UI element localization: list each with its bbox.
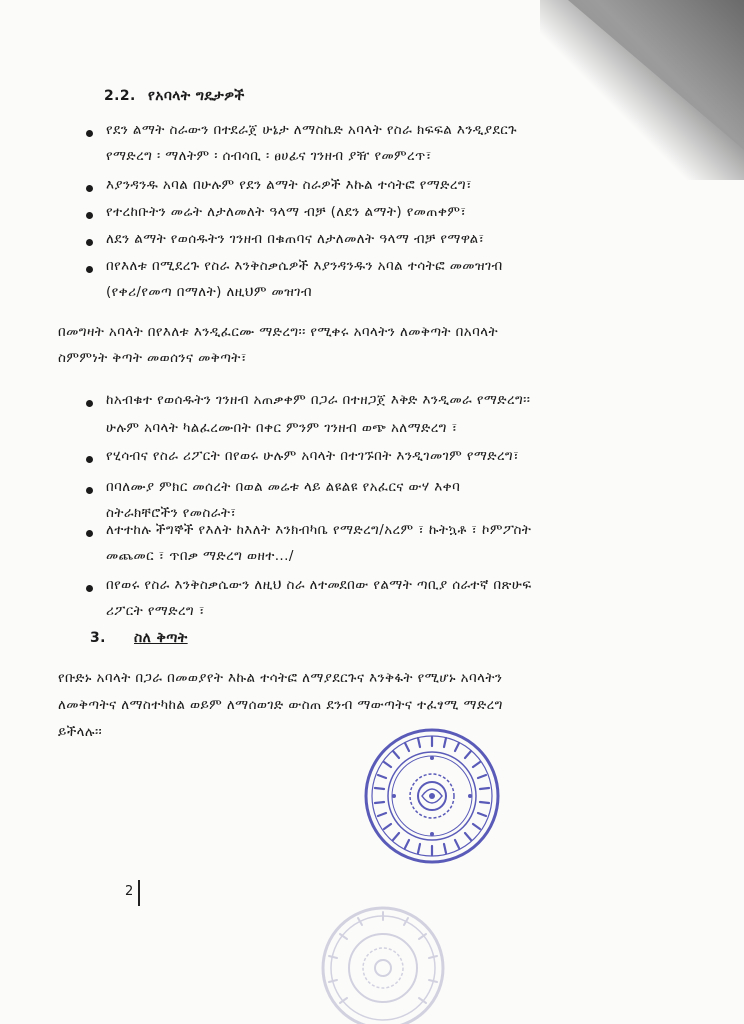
list-item-line: እያንዳንዱ አባል በሁሉም የደን ልማት ስራዎች እኩል ተሳትፎ የማድረግ፣ (106, 177, 472, 193)
bullet-marker (86, 585, 93, 592)
list-item-line: የሂሳብና የስራ ሪፖርት በየወሩ ሁሉም አባላት በተገኙበት እንዲገመገም የማድረግ፣ (106, 448, 520, 464)
list-item-line: የማድረግ ፡ ማለትም ፡ ሰብሳቢ ፡ ፀሀፊና ገንዘብ ያዥ የመምረጥ፣ (106, 148, 432, 164)
list-item-line: የተረከቡትን መሬት ለታለመለት ዓላማ ብቻ (ለደን ልማት) የመጠቀም፣ (106, 204, 467, 220)
bullet-marker (86, 400, 93, 407)
list-item-line: ስትራክቸሮችን የመስራት፣ (106, 505, 237, 521)
list-item-line: (የቀሪ/የመጣ በማለት) ለዚህም መዝገብ (106, 284, 312, 300)
official-stamp (362, 726, 502, 866)
bullet-marker (86, 185, 93, 192)
paragraph-line: ስምምነት ቅጣት መወሰንና መቅጣት፣ (58, 350, 247, 366)
paragraph-line: በመግዛት አባላት በየእለቱ እንዲፈርሙ ማድረግ፡፡ የሚቀሩ አባላትን ለመቅጣት በአባላት (58, 324, 498, 340)
list-item-line: መጨመር ፣ ጥበቃ ማድረግ ወዘተ.../ (106, 548, 294, 564)
list-item-line: ለተተከሉ ችግኞች የእለት ከእለት እንክብካቤ የማድረግ/አረም ፣ ኩትኳቶ ፣ ኮምፖስት (106, 522, 532, 538)
paragraph-line: የቡድኑ አባላት በጋራ በመወያየት እኩል ተሳትፎ ለማያደርጉና እንቅፋት የሚሆኑ አባላትን (58, 670, 503, 686)
section-number: 3. (90, 630, 106, 646)
paragraph-line: ለመቅጣትና ለማስተካከል ወይም ለማሰወገድ ውስጠ ደንብ ማውጣትና ተፈፃሚ ማድረግ (58, 697, 503, 713)
bullet-marker (86, 487, 93, 494)
bullet-marker (86, 130, 93, 137)
section-heading-2-2 (104, 88, 245, 104)
bullet-marker (86, 456, 93, 463)
list-item-line: ሪፖርት የማድረግ ፣ (106, 603, 205, 619)
list-item-line: የደን ልማት ስራውን በተደራጀ ሁኔታ ለማስኬድ አባላት የስራ ክፍፍል እንዲያደርጉ (106, 122, 517, 138)
list-item-line: በየእለቱ በሚደረጉ የስራ እንቅስቃሴዎች እያንዳንዱን አባል ተሳትፎ መመዝገብ (106, 258, 503, 274)
list-item-line: ለደን ልማት የወሰዱትን ገንዘብ በቁጠባና ለታለመለት ዓላማ ብቻ የማዋል፣ (106, 231, 485, 247)
bullet-marker (86, 212, 93, 219)
section-heading-3 (90, 630, 188, 646)
paragraph-line: ይችላሉ፡፡ (58, 724, 103, 740)
section-number: 2.2. (104, 88, 136, 104)
bullet-marker (86, 239, 93, 246)
section-title: የአባላት ግዴታዎች (148, 88, 245, 104)
section-title: ስለ ቅጣት (134, 630, 188, 646)
list-item-line: ከአብቁተ የወሰዱትን ገንዘብ አጠቃቀም በጋራ በተዘጋጀ እቅድ እንዲመራ የማድረግ፡፡ (106, 392, 531, 408)
page-number: 2 (125, 884, 134, 899)
list-item-line: በባለሙያ ምክር መሰረት በወል መሬቱ ላይ ልዩልዩ የአፈርና ውሃ እቀባ (106, 479, 461, 495)
bullet-marker (86, 266, 93, 273)
list-item-line: ሁሉም አባላት ካልፈረሙበት በቀር ምንም ገንዘብ ወጭ አለማድረግ ፣ (106, 420, 458, 436)
page-number-rule (138, 880, 140, 906)
faded-stamp-bleedthrough (318, 902, 448, 1024)
bullet-marker (86, 530, 93, 537)
list-item-line: በየወሩ የስራ እንቅስቃሴውን ለዚህ ስራ ለተመደበው የልማት ጣቢያ ሰራተኛ በጽሁፍ (106, 577, 532, 593)
